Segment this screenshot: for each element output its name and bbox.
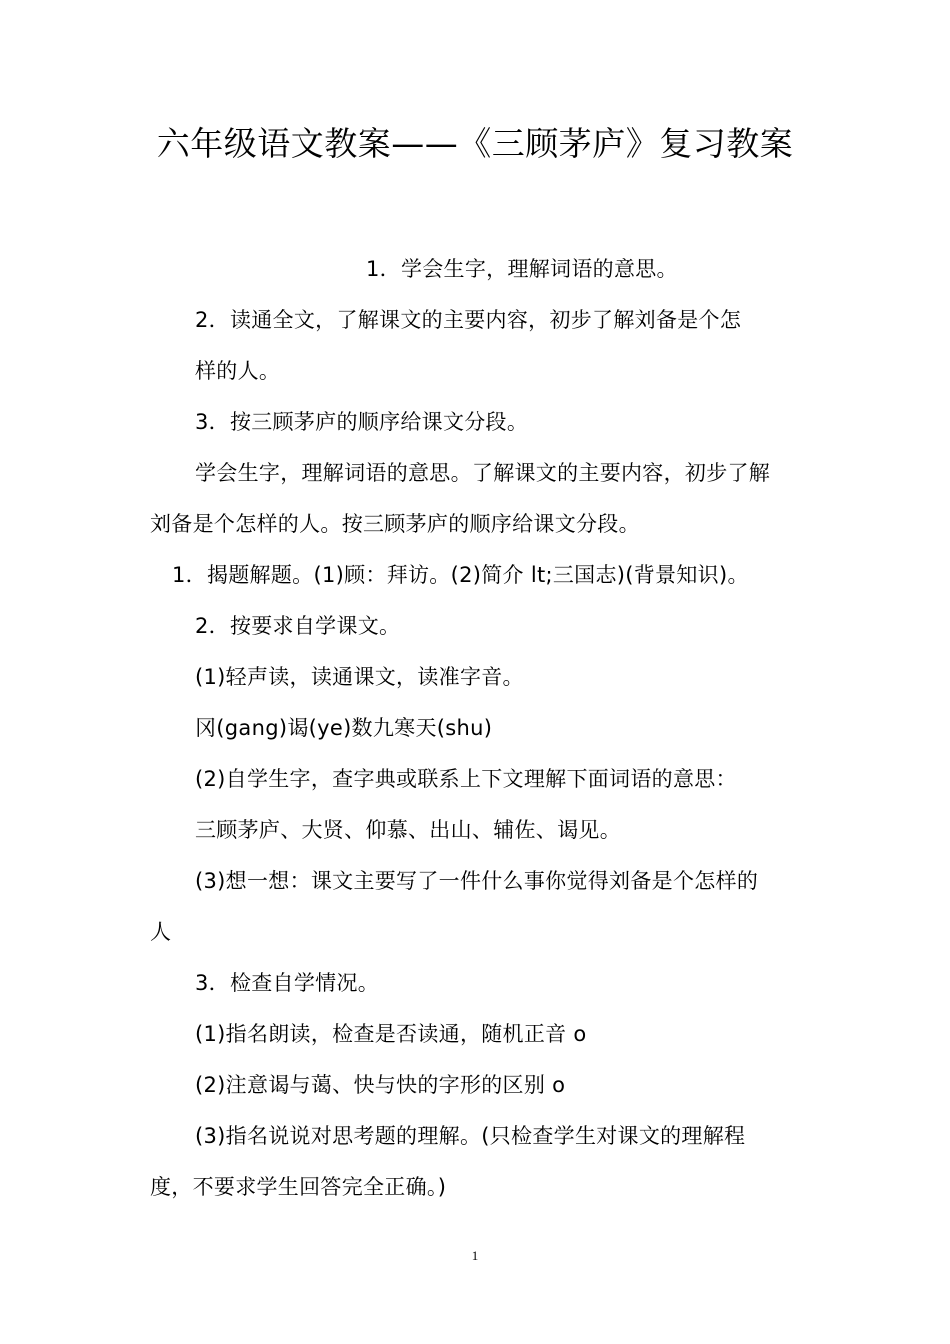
step-3-sub-1: (1)指名朗读，检查是否读通，随机正音 o — [195, 1022, 587, 1046]
step-3-line: 3．检查自学情况。 — [195, 971, 380, 995]
step-2-sub-1: (1)轻声读，读通课文，读准字音。 — [195, 665, 524, 689]
objective-line-2: 2．读通全文，了解课文的主要内容，初步了解刘备是个怎 — [195, 308, 742, 332]
document-title: 六年级语文教案——《三顾茅庐》复习教案 — [156, 124, 794, 163]
objective-line-3: 3．按三顾茅庐的顺序给课文分段。 — [195, 410, 529, 434]
step-3-sub-3-cont: 度，不要求学生回答完全正确。) — [150, 1175, 447, 1199]
vocabulary-line: 三顾茅庐、大贤、仰慕、出山、辅佐、谒见。 — [195, 818, 621, 842]
step-2-sub-3-cont: 人 — [150, 920, 172, 944]
step-1-line: 1．揭题解题。(1)顾：拜访。(2)简介 lt;三国志)(背景知识)。 — [172, 563, 749, 587]
objective-line-2-cont: 样的人。 — [195, 359, 281, 383]
key-points-line-2: 刘备是个怎样的人。按三顾茅庐的顺序给课文分段。 — [150, 512, 640, 536]
step-2-sub-2: (2)自学生字，查字典或联系上下文理解下面词语的意思： — [195, 767, 737, 791]
step-3-sub-2: (2)注意谒与蔼、快与快的字形的区别 o — [195, 1073, 566, 1097]
page-number: 1 — [471, 1248, 479, 1263]
step-2-line: 2．按要求自学课文。 — [195, 614, 401, 638]
step-3-sub-3: (3)指名说说对思考题的理解。(只检查学生对课文的理解程 — [195, 1124, 746, 1148]
pronunciation-line: 冈(gang)谒(ye)数九寒天(shu) — [195, 716, 493, 740]
step-2-sub-3: (3)想一想：课文主要写了一件什么事你觉得刘备是个怎样的 — [195, 869, 759, 893]
objective-line-1: 1．学会生字，理解词语的意思。 — [366, 257, 678, 281]
key-points-line-1: 学会生字，理解词语的意思。了解课文的主要内容，初步了解 — [195, 461, 771, 485]
